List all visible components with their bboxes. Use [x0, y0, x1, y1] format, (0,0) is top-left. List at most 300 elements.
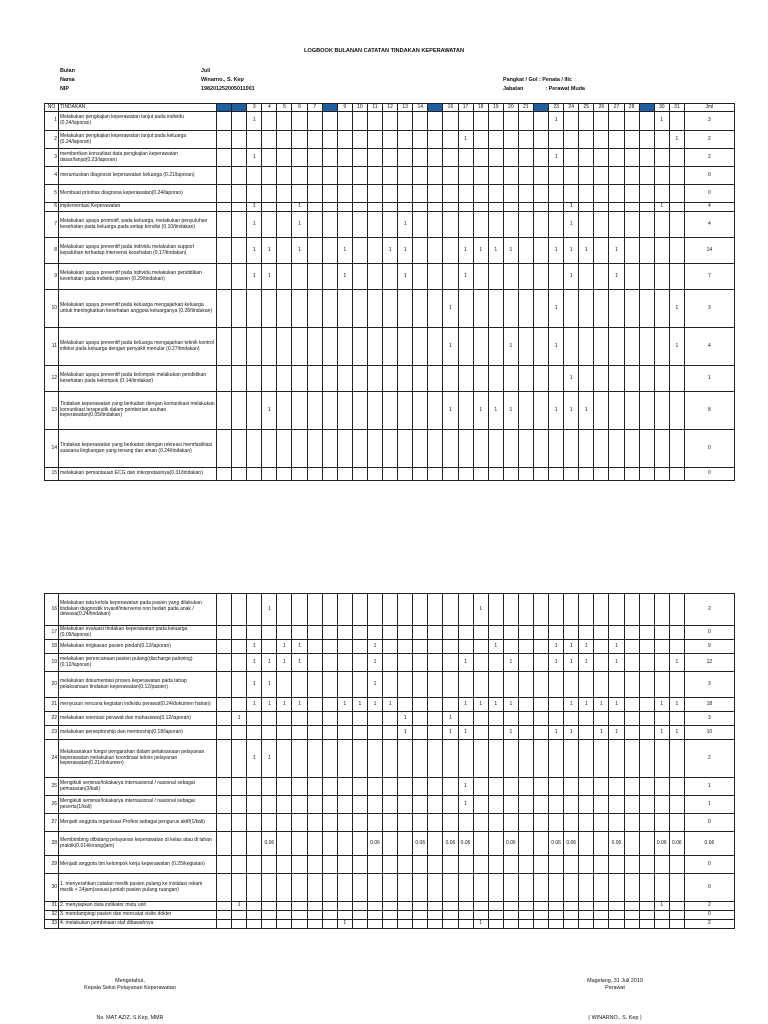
day-cell-19	[488, 264, 503, 290]
day-cell-15	[428, 212, 443, 238]
day-cell-26	[594, 149, 609, 167]
day-cell-19	[488, 920, 503, 929]
day-cell-8	[322, 366, 337, 392]
day-cell-27	[609, 796, 624, 814]
day-cell-10	[352, 814, 367, 832]
day-cell-20	[503, 430, 518, 468]
day-cell-20	[503, 640, 518, 654]
day-cell-6	[292, 712, 307, 726]
day-cell-18	[473, 726, 488, 740]
day-cell-10	[352, 594, 367, 626]
day-cell-31: 0.06	[669, 832, 684, 856]
day-cell-24	[564, 167, 579, 185]
day-cell-29	[639, 290, 654, 328]
day-cell-18	[473, 167, 488, 185]
day-cell-30	[654, 626, 669, 640]
day-cell-13	[398, 640, 413, 654]
day-cell-19	[488, 874, 503, 902]
day-cell-29	[639, 698, 654, 712]
day-cell-17	[458, 430, 473, 468]
day-cell-18	[473, 626, 488, 640]
day-cell-7	[307, 149, 322, 167]
day-cell-21	[518, 594, 533, 626]
day-cell-12: 1	[383, 238, 398, 264]
day-cell-20	[503, 778, 518, 796]
day-cell-10	[352, 212, 367, 238]
day-cell-15	[428, 112, 443, 131]
table-row	[45, 920, 735, 929]
row-number: 27	[45, 814, 59, 832]
day-cell-7	[307, 392, 322, 430]
day-cell-17	[458, 290, 473, 328]
day-cell-9	[337, 366, 352, 392]
day-cell-19	[488, 212, 503, 238]
day-cell-11	[367, 212, 382, 238]
day-cell-20	[503, 740, 518, 778]
day-cell-25	[579, 740, 594, 778]
row-activity: menyusun rencana kegiatan individu perawat(0.24/dokumen harian)	[59, 698, 217, 712]
day-cell-19	[488, 911, 503, 920]
header-day-17: 17	[458, 104, 473, 112]
day-cell-20	[503, 814, 518, 832]
day-cell-30	[654, 920, 669, 929]
day-cell-2	[232, 149, 247, 167]
day-cell-23	[549, 626, 564, 640]
day-cell-15	[428, 131, 443, 149]
day-cell-31	[669, 238, 684, 264]
day-cell-31	[669, 796, 684, 814]
day-cell-25	[579, 920, 594, 929]
day-cell-4	[262, 290, 277, 328]
day-cell-30	[654, 814, 669, 832]
day-cell-9: 1	[337, 920, 352, 929]
day-cell-26	[594, 712, 609, 726]
day-cell-22	[533, 131, 548, 149]
day-cell-3	[247, 131, 262, 149]
day-cell-19	[488, 594, 503, 626]
header-day-8: 8	[322, 104, 337, 112]
day-cell-17	[458, 328, 473, 366]
day-cell-11	[367, 594, 382, 626]
day-cell-13	[398, 832, 413, 856]
day-cell-25: 1	[579, 392, 594, 430]
day-cell-9	[337, 778, 352, 796]
day-cell-11: 1	[367, 698, 382, 712]
day-cell-29	[639, 778, 654, 796]
day-cell-12	[383, 203, 398, 212]
day-cell-13	[398, 874, 413, 902]
day-cell-29	[639, 902, 654, 911]
day-cell-18	[473, 856, 488, 874]
day-cell-20	[503, 594, 518, 626]
day-cell-16	[443, 672, 458, 698]
row-number: 14	[45, 430, 59, 468]
day-cell-21	[518, 640, 533, 654]
day-cell-3: 1	[247, 238, 262, 264]
day-cell-13	[398, 149, 413, 167]
day-cell-27	[609, 740, 624, 778]
day-cell-18	[473, 430, 488, 468]
day-cell-3	[247, 392, 262, 430]
row-activity: implementasi Keperawatan	[59, 203, 217, 212]
day-cell-13: 1	[398, 212, 413, 238]
day-cell-14	[413, 698, 428, 712]
day-cell-18	[473, 640, 488, 654]
row-number: 25	[45, 778, 59, 796]
day-cell-20: 1	[503, 392, 518, 430]
day-cell-26	[594, 167, 609, 185]
day-cell-4	[262, 167, 277, 185]
day-cell-9	[337, 712, 352, 726]
day-cell-23	[549, 468, 564, 481]
day-cell-10	[352, 112, 367, 131]
day-cell-9	[337, 874, 352, 902]
day-cell-22	[533, 185, 548, 203]
table-row	[45, 740, 735, 778]
day-cell-15	[428, 814, 443, 832]
day-cell-24	[564, 131, 579, 149]
day-cell-18	[473, 911, 488, 920]
day-cell-24	[564, 626, 579, 640]
day-cell-30	[654, 672, 669, 698]
day-cell-17	[458, 212, 473, 238]
day-cell-14	[413, 796, 428, 814]
day-cell-16	[443, 626, 458, 640]
day-cell-9	[337, 430, 352, 468]
day-cell-5	[277, 726, 292, 740]
day-cell-22	[533, 640, 548, 654]
day-cell-12	[383, 712, 398, 726]
day-cell-2	[232, 290, 247, 328]
day-cell-31	[669, 874, 684, 902]
day-cell-15	[428, 640, 443, 654]
day-cell-28	[624, 712, 639, 726]
day-cell-22	[533, 796, 548, 814]
day-cell-25	[579, 796, 594, 814]
day-cell-7	[307, 712, 322, 726]
day-cell-14	[413, 874, 428, 902]
day-cell-30	[654, 594, 669, 626]
day-cell-4: 1	[262, 264, 277, 290]
day-cell-6: 1	[292, 238, 307, 264]
day-cell-2	[232, 131, 247, 149]
day-cell-11	[367, 392, 382, 430]
day-cell-8	[322, 167, 337, 185]
day-cell-13	[398, 778, 413, 796]
day-cell-4	[262, 468, 277, 481]
day-cell-3	[247, 185, 262, 203]
day-cell-7	[307, 131, 322, 149]
day-cell-31	[669, 203, 684, 212]
day-cell-29	[639, 626, 654, 640]
row-total: 0	[684, 468, 734, 481]
day-cell-14	[413, 740, 428, 778]
day-cell-6: 1	[292, 640, 307, 654]
day-cell-8	[322, 131, 337, 149]
day-cell-23	[549, 131, 564, 149]
day-cell-28	[624, 740, 639, 778]
day-cell-28	[624, 468, 639, 481]
header-day-25: 25	[579, 104, 594, 112]
day-cell-17	[458, 185, 473, 203]
table-row	[45, 238, 735, 264]
day-cell-10	[352, 832, 367, 856]
day-cell-17	[458, 640, 473, 654]
day-cell-26	[594, 920, 609, 929]
day-cell-16	[443, 167, 458, 185]
day-cell-28	[624, 902, 639, 911]
row-activity: 3. mendampingi pasien dan mencatat visite dokter	[59, 911, 217, 920]
row-total: 2	[684, 920, 734, 929]
row-number: 3	[45, 149, 59, 167]
row-activity: Melakukan upaya preventif pada keluarga mengajarkan keluarga untuk meningkatkan kesehatan anggota keluarganya (0.28/tindakan)	[59, 290, 217, 328]
day-cell-13	[398, 920, 413, 929]
day-cell-15	[428, 264, 443, 290]
day-cell-28	[624, 264, 639, 290]
day-cell-12	[383, 654, 398, 672]
day-cell-31	[669, 112, 684, 131]
table-row	[45, 640, 735, 654]
day-cell-6	[292, 626, 307, 640]
day-cell-21	[518, 468, 533, 481]
day-cell-29	[639, 796, 654, 814]
day-cell-18	[473, 796, 488, 814]
day-cell-24	[564, 814, 579, 832]
day-cell-16: 1	[443, 726, 458, 740]
signature-left	[70, 978, 190, 992]
day-cell-27	[609, 814, 624, 832]
day-cell-17	[458, 672, 473, 698]
day-cell-14	[413, 856, 428, 874]
day-cell-17	[458, 149, 473, 167]
day-cell-22	[533, 264, 548, 290]
day-cell-3	[247, 911, 262, 920]
signature-right-name: ( WINARNO., S. Kep )	[588, 1015, 642, 1021]
day-cell-8	[322, 712, 337, 726]
day-cell-2	[232, 672, 247, 698]
day-cell-23	[549, 920, 564, 929]
row-number: 11	[45, 328, 59, 366]
day-cell-25	[579, 832, 594, 856]
day-cell-14	[413, 468, 428, 481]
day-cell-14	[413, 712, 428, 726]
day-cell-25	[579, 167, 594, 185]
day-cell-6	[292, 911, 307, 920]
row-number: 33	[45, 920, 59, 929]
day-cell-2	[232, 726, 247, 740]
row-total: 9	[684, 640, 734, 654]
day-cell-19	[488, 712, 503, 726]
day-cell-27	[609, 430, 624, 468]
day-cell-2	[232, 112, 247, 131]
day-cell-9: 1	[337, 264, 352, 290]
day-cell-12	[383, 856, 398, 874]
day-cell-26	[594, 778, 609, 796]
logbook-table-page-2	[44, 593, 735, 929]
day-cell-6	[292, 920, 307, 929]
table-row	[45, 366, 735, 392]
day-cell-10	[352, 902, 367, 911]
day-cell-4: 1	[262, 740, 277, 778]
day-cell-9	[337, 167, 352, 185]
day-cell-24: 1	[564, 238, 579, 264]
table-row	[45, 212, 735, 238]
day-cell-26	[594, 238, 609, 264]
day-cell-31	[669, 149, 684, 167]
day-cell-12	[383, 740, 398, 778]
day-cell-3	[247, 594, 262, 626]
day-cell-8	[322, 185, 337, 203]
day-cell-26	[594, 264, 609, 290]
table-row	[45, 430, 735, 468]
day-cell-19	[488, 832, 503, 856]
day-cell-20	[503, 112, 518, 131]
day-cell-5	[277, 185, 292, 203]
day-cell-29	[639, 712, 654, 726]
day-cell-7	[307, 902, 322, 911]
day-cell-12	[383, 212, 398, 238]
day-cell-30	[654, 212, 669, 238]
day-cell-11	[367, 112, 382, 131]
day-cell-31	[669, 185, 684, 203]
day-cell-7	[307, 212, 322, 238]
day-cell-6	[292, 264, 307, 290]
day-cell-9	[337, 131, 352, 149]
day-cell-4	[262, 911, 277, 920]
day-cell-29	[639, 392, 654, 430]
day-cell-25	[579, 778, 594, 796]
day-cell-1	[217, 814, 232, 832]
day-cell-2	[232, 874, 247, 902]
day-cell-18	[473, 654, 488, 672]
day-cell-5	[277, 778, 292, 796]
table-row	[45, 698, 735, 712]
day-cell-26	[594, 203, 609, 212]
row-number: 13	[45, 392, 59, 430]
day-cell-16	[443, 654, 458, 672]
day-cell-30	[654, 430, 669, 468]
day-cell-29	[639, 366, 654, 392]
day-cell-15	[428, 654, 443, 672]
day-cell-1	[217, 167, 232, 185]
day-cell-22	[533, 856, 548, 874]
day-cell-20	[503, 290, 518, 328]
day-cell-30: 0.06	[654, 832, 669, 856]
day-cell-20: 1	[503, 726, 518, 740]
day-cell-21	[518, 167, 533, 185]
day-cell-22	[533, 203, 548, 212]
header-day-18: 18	[473, 104, 488, 112]
day-cell-24	[564, 778, 579, 796]
day-cell-16	[443, 366, 458, 392]
day-cell-27	[609, 594, 624, 626]
row-number: 31	[45, 902, 59, 911]
day-cell-2	[232, 238, 247, 264]
day-cell-24: 0.06	[564, 832, 579, 856]
day-cell-7	[307, 654, 322, 672]
day-cell-15	[428, 698, 443, 712]
day-cell-2	[232, 212, 247, 238]
signature-right-line1: Magelang, 31 Juli 2019	[587, 978, 643, 984]
day-cell-28	[624, 726, 639, 740]
day-cell-15	[428, 902, 443, 911]
day-cell-28	[624, 212, 639, 238]
day-cell-14	[413, 902, 428, 911]
day-cell-7	[307, 698, 322, 712]
day-cell-3	[247, 167, 262, 185]
day-cell-18	[473, 712, 488, 726]
day-cell-19: 1	[488, 392, 503, 430]
day-cell-29	[639, 328, 654, 366]
day-cell-4	[262, 430, 277, 468]
day-cell-12	[383, 594, 398, 626]
row-activity: merumuskan diagnosis keperawatan keluarga (0.21/laporan)	[59, 167, 217, 185]
day-cell-23	[549, 911, 564, 920]
day-cell-8	[322, 328, 337, 366]
day-cell-7	[307, 328, 322, 366]
row-total: 0	[684, 911, 734, 920]
day-cell-18	[473, 290, 488, 328]
header-day-9: 9	[337, 104, 352, 112]
day-cell-9	[337, 911, 352, 920]
day-cell-1	[217, 203, 232, 212]
day-cell-5	[277, 366, 292, 392]
header-day-4: 4	[262, 104, 277, 112]
row-number: 7	[45, 212, 59, 238]
day-cell-20	[503, 920, 518, 929]
day-cell-13: 1	[398, 712, 413, 726]
day-cell-17: 1	[458, 264, 473, 290]
day-cell-25	[579, 672, 594, 698]
day-cell-6	[292, 366, 307, 392]
header-day-6: 6	[292, 104, 307, 112]
day-cell-12	[383, 264, 398, 290]
table-row	[45, 626, 735, 640]
table-row	[45, 328, 735, 366]
day-cell-6	[292, 430, 307, 468]
row-total: 4	[684, 212, 734, 238]
day-cell-22	[533, 167, 548, 185]
row-activity: Melakukan upaya preventif pada individu melakukan pendidikan kesehatan pada individu pasien (0.29/tindakan)	[59, 264, 217, 290]
row-activity: Tindakan keperawatan yang berkaitan dengan rekreasi memfasilitasi suasana lingkungan yang tenang dan aman (0.24/tindakan)	[59, 430, 217, 468]
day-cell-24: 1	[564, 203, 579, 212]
day-cell-14	[413, 920, 428, 929]
day-cell-24	[564, 712, 579, 726]
day-cell-16	[443, 203, 458, 212]
day-cell-23	[549, 740, 564, 778]
day-cell-30	[654, 640, 669, 654]
day-cell-9	[337, 290, 352, 328]
day-cell-22	[533, 594, 548, 626]
day-cell-17: 1	[458, 131, 473, 149]
day-cell-11	[367, 185, 382, 203]
day-cell-13	[398, 626, 413, 640]
day-cell-21	[518, 911, 533, 920]
day-cell-29	[639, 131, 654, 149]
day-cell-2	[232, 911, 247, 920]
day-cell-14	[413, 328, 428, 366]
day-cell-18	[473, 203, 488, 212]
day-cell-27	[609, 112, 624, 131]
day-cell-27	[609, 902, 624, 911]
day-cell-17	[458, 874, 473, 902]
day-cell-9	[337, 149, 352, 167]
day-cell-21	[518, 203, 533, 212]
day-cell-29	[639, 726, 654, 740]
day-cell-23	[549, 902, 564, 911]
day-cell-6	[292, 740, 307, 778]
row-total: 3	[684, 290, 734, 328]
